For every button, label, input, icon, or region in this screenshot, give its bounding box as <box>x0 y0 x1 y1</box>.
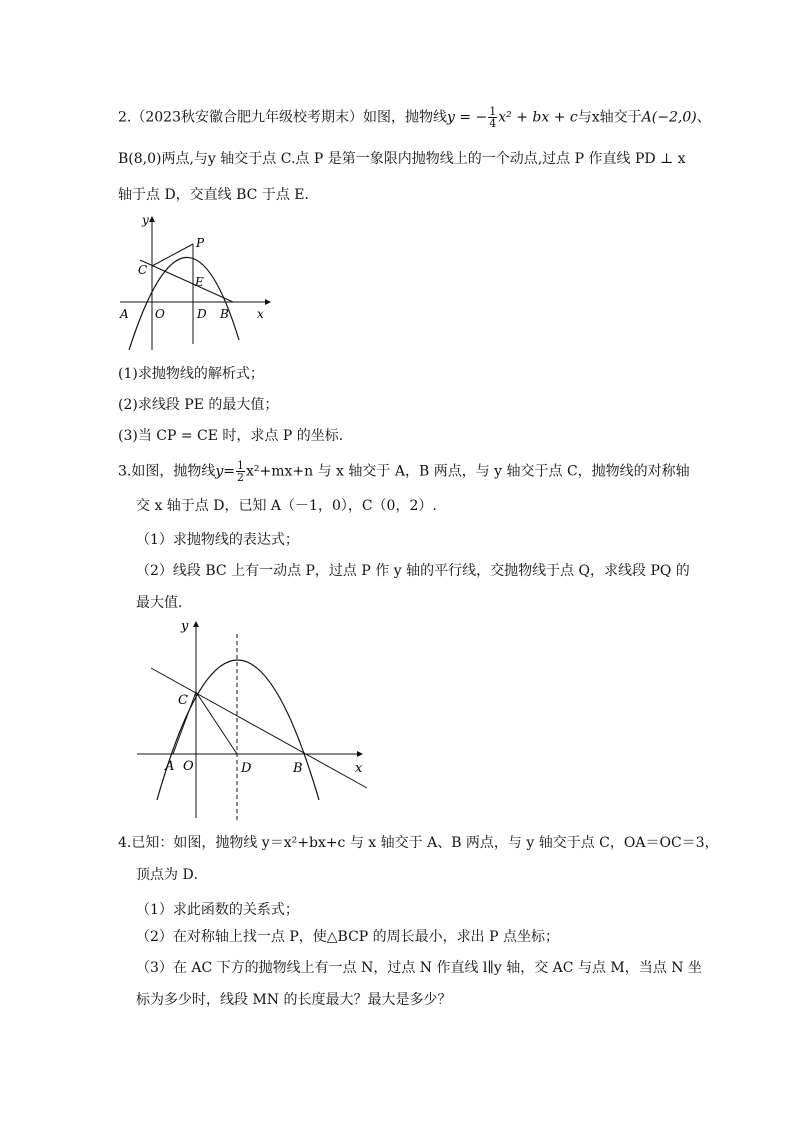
q2-label-a: A <box>120 307 129 321</box>
q4-sub-3b: 标为多少时，线段 MN 的长度最大？最大是多少？ <box>136 992 452 1008</box>
q3-label-y: y <box>181 619 189 634</box>
q4-sub-2: （2）在对称轴上找一点 P，使△BCP 的周长最小，求出 P 点坐标； <box>136 929 559 945</box>
q3-sub-1: （1）求抛物线的表达式； <box>136 532 299 548</box>
q2-label-b: B <box>220 307 229 321</box>
q2-line-cp <box>152 244 193 266</box>
q2-line-bc <box>140 260 233 302</box>
q2-eq-lhs: y = − <box>447 109 488 126</box>
q4-line-1: 4.已知：如图，抛物线 y＝x²+bx+c 与 x 轴交于 A、B 两点，与 y 轴交于点 C，OA＝OC＝3， <box>118 835 719 851</box>
q2-line-1 <box>118 106 711 129</box>
q2-figure <box>115 210 275 355</box>
q2-label-y: y <box>142 213 149 227</box>
q4-sub-1: （1）求此函数的关系式； <box>136 902 299 918</box>
q2-y-arrow <box>149 216 155 222</box>
q2-sub-1: (1)求抛物线的解析式； <box>118 366 264 382</box>
q3-label-o: O <box>183 759 194 774</box>
q4-sub-3a: （3）在 AC 下方的抛物线上有一点 N，过点 N 作直线 l∥y 轴，交 AC 与点 M，当点 N 坐 <box>136 960 702 976</box>
q2-line-2: B(8,0)两点,与y 轴交于点 C.点 P 是第一象限内抛物线上的一个动点,过点 P 作直线 PD ⊥ x <box>118 151 686 167</box>
q3-fraction: $\frac{1}{2}$ <box>237 459 244 484</box>
q2-label-p: P <box>196 236 205 250</box>
q2-label-c: C <box>138 263 148 277</box>
q3-eq-y: y= <box>215 463 235 480</box>
q3-label-a: A <box>165 759 175 774</box>
q2-label-o: O <box>155 307 165 321</box>
q3-parabola <box>157 660 319 800</box>
q2-intro-b: 与x轴交于 <box>577 109 642 126</box>
q2-intro: 2.（2023秋安徽合肥九年级校考期末）如图，抛物线 <box>118 109 447 126</box>
q3-sub-2a: （2）线段 BC 上有一动点 P，过点 P 作 y 轴的平行线，交抛物线于点 Q，求线段 PQ 的 <box>136 563 690 579</box>
q3-line-2: 交 x 轴于点 D，已知 A（－1，0），C（0，2）. <box>136 498 437 514</box>
q2-label-x: x <box>257 307 264 321</box>
q3-label-d: D <box>241 761 252 776</box>
q3-y-arrow <box>193 621 199 627</box>
q4-line-2: 顶点为 D． <box>136 867 208 883</box>
q2-line-3: 轴于点 D，交直线 BC 于点 E． <box>118 187 319 203</box>
q2-eq-rhs: x² + bx + c <box>498 109 578 126</box>
q2-line1-end: 、 <box>696 109 711 126</box>
q2-label-d: D <box>197 307 207 321</box>
q2-label-e: E <box>195 275 204 289</box>
q3-sub-2b: 最大值． <box>136 595 192 611</box>
q3-label-c: C <box>178 693 188 708</box>
q3-intro: 3.如图，抛物线 <box>118 463 216 480</box>
q2-sub-2: (2)求线段 PE 的最大值； <box>118 397 279 413</box>
q3-label-b: B <box>293 761 303 776</box>
q3-figure <box>135 612 375 822</box>
q3-x-arrow <box>357 751 363 757</box>
q2-sub-3: (3)当 CP = CE 时，求点 P 的坐标． <box>118 428 353 444</box>
q3-line-1 <box>118 460 690 483</box>
q2-point-a: A(−2,0) <box>641 109 697 126</box>
q2-x-arrow <box>265 299 271 305</box>
q3-line-cd <box>196 692 237 754</box>
q2-fraction: $\frac{1}{4}$ <box>489 105 497 130</box>
q3-intro-rest: x²+mx+n 与 x 轴交于 A，B 两点，与 y 轴交于点 C，抛物线的对称轴 <box>246 463 690 480</box>
q3-label-x: x <box>355 761 363 776</box>
